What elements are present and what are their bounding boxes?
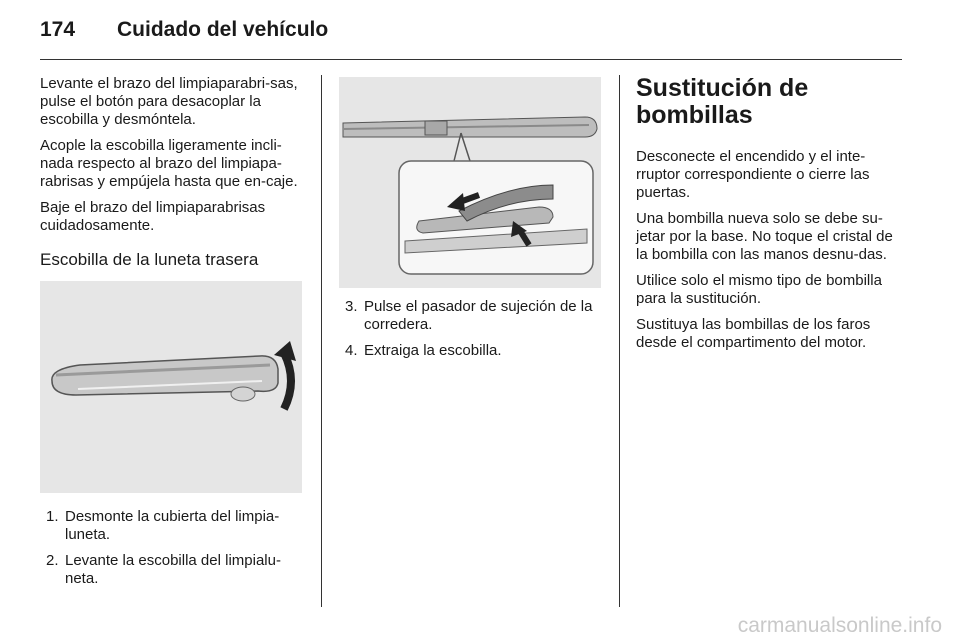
list-item bbox=[339, 342, 604, 360]
column-divider-1 bbox=[321, 75, 322, 607]
wiper-clip-figure bbox=[339, 77, 601, 288]
steps-list bbox=[40, 508, 305, 588]
paragraph: Sustituya las bombillas de los faros desde el compartimento del motor. bbox=[636, 316, 871, 351]
step-text: Levante la escobilla del limpialu-neta. bbox=[65, 552, 281, 587]
section-heading: Sustitución de bombillas bbox=[636, 74, 809, 129]
step-text: Extraiga la escobilla. bbox=[364, 342, 502, 359]
rear-wiper-illustration bbox=[40, 281, 302, 493]
list-item bbox=[40, 508, 305, 544]
page-title: Cuidado del vehículo bbox=[117, 18, 329, 41]
paragraph: Una bombilla nueva solo se debe su-jetar por la base. No toque el cristal de la bombilla con las manos desnu-das. bbox=[636, 210, 893, 263]
column-right bbox=[636, 75, 904, 360]
step-number: 2. bbox=[46, 552, 59, 569]
rear-wiper-figure bbox=[40, 281, 302, 493]
list-item bbox=[40, 552, 305, 588]
step-text: Desmonte la cubierta del limpia-luneta. bbox=[65, 508, 280, 543]
column-middle bbox=[339, 75, 604, 368]
step-number: 3. bbox=[345, 298, 358, 315]
header-rule bbox=[40, 59, 902, 60]
paragraph: Levante el brazo del limpiaparabri-sas, pulse el botón para desacoplar la escobilla y desmóntela. bbox=[40, 75, 298, 128]
paragraph: Acople la escobilla ligeramente incli-nada respecto al brazo del limpiapa-rabrisas y empújela hasta que en-caje. bbox=[40, 137, 298, 190]
paragraph: Baje el brazo del limpiaparabrisas cuidadosamente. bbox=[40, 199, 266, 234]
steps-list bbox=[339, 298, 604, 360]
list-item bbox=[339, 298, 604, 334]
watermark: carmanualsonline.info bbox=[737, 614, 942, 637]
wiper-clip-illustration bbox=[339, 77, 601, 288]
step-number: 4. bbox=[345, 342, 358, 359]
step-text: Pulse el pasador de sujeción de la corredera. bbox=[364, 298, 593, 333]
paragraph: Desconecte el encendido y el inte-rruptor correspondiente o cierre las puertas. bbox=[636, 148, 870, 201]
page-number: 174 bbox=[40, 18, 76, 41]
column-divider-2 bbox=[619, 75, 620, 607]
paragraph: Utilice solo el mismo tipo de bombilla para la sustitución. bbox=[636, 272, 882, 307]
column-left bbox=[40, 75, 305, 596]
step-number: 1. bbox=[46, 508, 59, 525]
section-subheading: Escobilla de la luneta trasera bbox=[40, 250, 259, 269]
